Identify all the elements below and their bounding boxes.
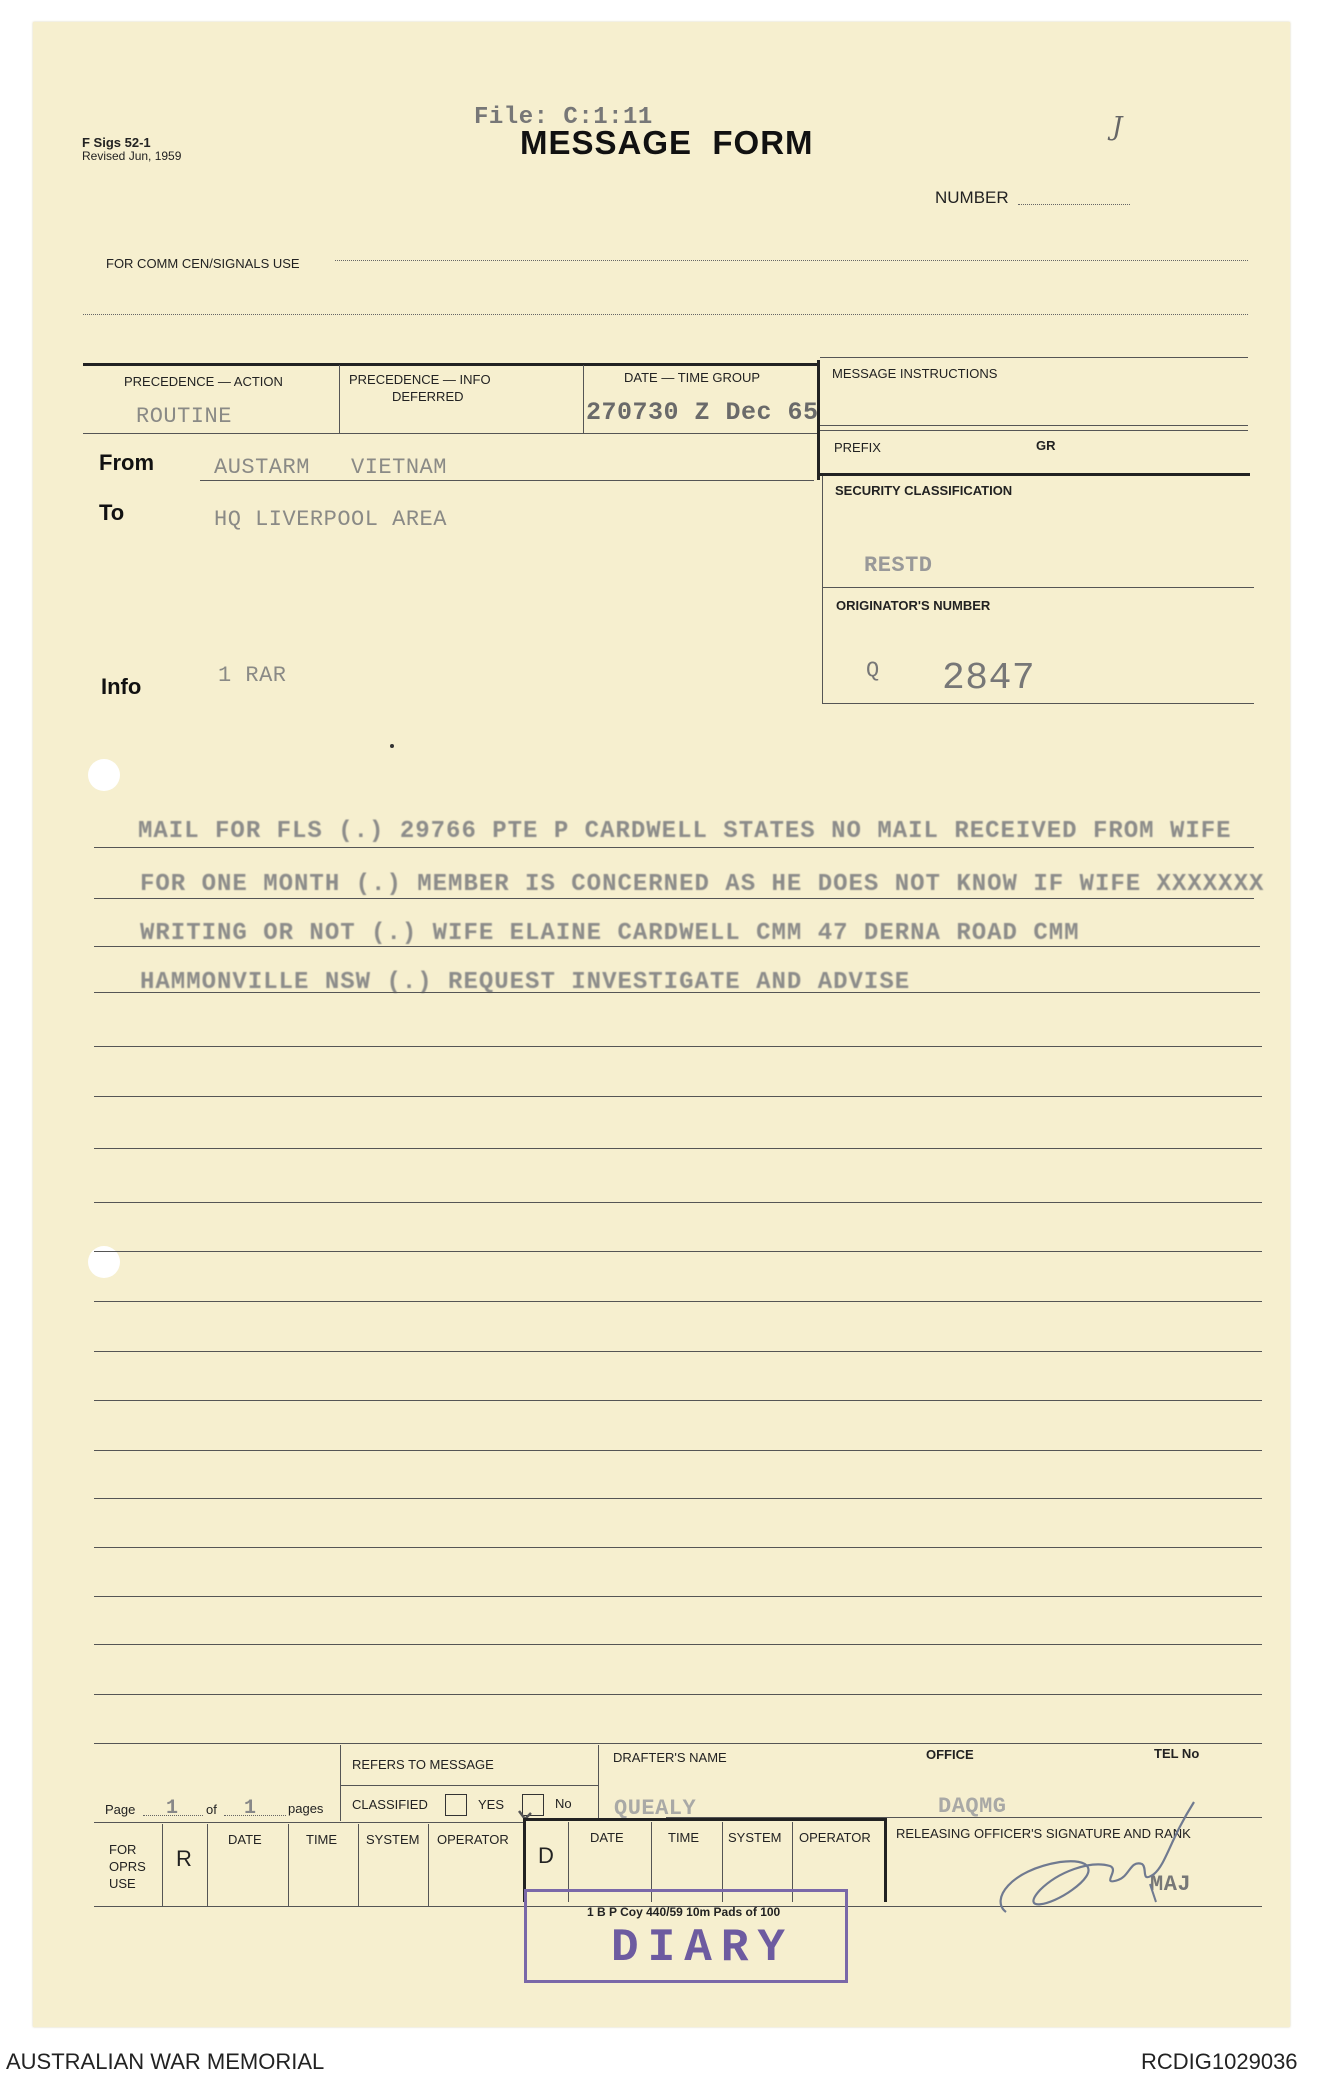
security-label: SECURITY CLASSIFICATION xyxy=(835,483,1013,498)
precedence-action-label: PRECEDENCE — ACTION xyxy=(124,374,283,389)
precedence-action-value: ROUTINE xyxy=(136,404,232,429)
ruled-line xyxy=(94,946,1260,947)
operator-label-r: OPERATOR xyxy=(437,1832,509,1847)
ruled-line xyxy=(94,1644,1262,1645)
to-value: HQ LIVERPOOL AREA xyxy=(214,507,447,532)
refers-left-border xyxy=(340,1745,341,1821)
ruled-line xyxy=(94,1251,1262,1252)
tel-label: TEL No xyxy=(1154,1746,1200,1761)
page-label: Page xyxy=(105,1802,136,1817)
ruled-line xyxy=(94,1498,1262,1499)
file-reference: File: C:1:11 xyxy=(474,104,653,131)
revised-date: Revised Jun, 1959 xyxy=(82,149,182,163)
form-title: MESSAGE FORM xyxy=(520,124,814,161)
from-value: AUSTARM VIETNAM xyxy=(214,455,447,480)
oprs-top-line xyxy=(94,1822,524,1823)
ruled-line xyxy=(94,992,1260,993)
message-form-sheet xyxy=(33,22,1290,2027)
yes-label: YES xyxy=(478,1797,505,1812)
comm-cen-label: FOR COMM CEN/SIGNALS USE xyxy=(106,256,300,271)
system-label-d: SYSTEM xyxy=(728,1830,782,1845)
comm-cen-line-2 xyxy=(83,314,1248,315)
ink-dot xyxy=(390,744,394,748)
refers-right-border xyxy=(598,1745,599,1821)
ruled-line xyxy=(94,1547,1262,1548)
to-label: To xyxy=(99,500,125,525)
instructions-mid-line xyxy=(820,425,1248,426)
precedence-info-sub: DEFERRED xyxy=(392,389,464,404)
d-label: D xyxy=(538,1843,554,1868)
message-line-3: WRITING OR NOT (.) WIFE ELAINE CARDWELL CMM 47 DERNA ROAD CMM xyxy=(140,920,1080,947)
precedence-bottom-border xyxy=(83,433,818,434)
precedence-top-border xyxy=(83,363,818,366)
originator-bottom-line xyxy=(822,703,1254,704)
diary-stamp xyxy=(524,1889,848,1983)
oprs-d-top-line xyxy=(524,1818,886,1821)
classified-no-checkbox[interactable] xyxy=(522,1794,544,1816)
oprs-label: FOR OPRS USE xyxy=(109,1842,146,1891)
security-bottom-line xyxy=(822,587,1254,588)
from-label: From xyxy=(99,450,154,475)
instructions-mid-line-2 xyxy=(820,430,1248,431)
classified-yes-checkbox[interactable] xyxy=(445,1794,467,1816)
ruled-line xyxy=(94,1301,1262,1302)
ruled-line xyxy=(94,1743,1262,1744)
precedence-divider-1 xyxy=(339,365,340,433)
classified-label: CLASSIFIED xyxy=(352,1797,428,1812)
number-label: NUMBER xyxy=(935,188,1009,207)
archive-credit: AUSTRALIAN WAR MEMORIAL xyxy=(6,2049,325,2074)
info-value: 1 RAR xyxy=(218,663,287,688)
punch-hole-top xyxy=(88,759,120,791)
originator-prefix: Q xyxy=(866,658,880,683)
precedence-info-label: PRECEDENCE — INFO xyxy=(349,372,491,387)
precedence-divider-2 xyxy=(583,365,584,433)
system-label-r: SYSTEM xyxy=(366,1832,420,1847)
diary-stamp-text: DIARY xyxy=(611,1922,795,1974)
info-label: Info xyxy=(101,674,142,699)
print-info: 1 B P Coy 440/59 10m Pads of 100 xyxy=(587,1905,781,1919)
prefix-label: PREFIX xyxy=(834,440,881,455)
rank-value: MAJ xyxy=(1150,1872,1192,1897)
message-line-2: FOR ONE MONTH (.) MEMBER IS CONCERNED AS HE DOES NOT KNOW IF WIFE XXXXXXX xyxy=(140,871,1265,898)
archive-id: RCDIG1029036 xyxy=(1141,2049,1298,2074)
security-left-border xyxy=(822,476,823,704)
oprs-col-divider xyxy=(428,1824,429,1906)
security-value: RESTD xyxy=(864,553,933,578)
form-code: F Sigs 52-1 xyxy=(82,135,151,150)
number-dots xyxy=(1018,204,1130,205)
oprs-col-divider xyxy=(288,1824,289,1906)
comm-cen-line-1 xyxy=(335,260,1248,261)
ruled-line xyxy=(94,1351,1262,1352)
oprs-col-divider xyxy=(358,1824,359,1906)
ruled-line xyxy=(94,1148,1262,1149)
no-label: No xyxy=(555,1796,572,1811)
oprs-col-divider xyxy=(162,1824,163,1906)
oprs-right-border xyxy=(884,1818,887,1902)
officer-signature xyxy=(980,1790,1240,1930)
dtg-value: 270730 Z Dec 65 xyxy=(586,398,819,427)
office-label: OFFICE xyxy=(926,1747,974,1762)
refers-divider xyxy=(340,1785,598,1786)
pages-label: pages xyxy=(288,1801,324,1816)
instructions-bottom-border xyxy=(818,473,1250,476)
corner-mark: J xyxy=(1112,112,1123,142)
drafter-value: QUEALY xyxy=(614,1796,697,1821)
ruled-line xyxy=(94,1202,1262,1203)
ruled-line xyxy=(94,1694,1262,1695)
message-line-4: HAMMONVILLE NSW (.) REQUEST INVESTIGATE AND ADVISE xyxy=(140,969,911,996)
oprs-col-divider xyxy=(207,1824,208,1906)
ruled-line xyxy=(94,1046,1262,1047)
gr-label: GR xyxy=(1036,438,1056,453)
ruled-line xyxy=(94,1096,1262,1097)
operator-label-d: OPERATOR xyxy=(799,1830,871,1845)
instructions-top-border xyxy=(820,357,1248,358)
office-value: DAQMG xyxy=(938,1794,1007,1819)
message-line-1: MAIL FOR FLS (.) 29766 PTE P CARDWELL STATES NO MAIL RECEIVED FROM WIFE xyxy=(138,818,1232,845)
time-label-r: TIME xyxy=(306,1832,338,1847)
originator-label: ORIGINATOR'S NUMBER xyxy=(836,598,991,613)
drafter-label: DRAFTER'S NAME xyxy=(613,1750,727,1765)
dtg-label: DATE — TIME GROUP xyxy=(624,370,761,385)
of-label: of xyxy=(206,1802,217,1817)
refers-label: REFERS TO MESSAGE xyxy=(352,1757,494,1772)
from-underline xyxy=(200,480,814,481)
date-label-d: DATE xyxy=(590,1830,624,1845)
ruled-line xyxy=(94,1596,1262,1597)
ruled-line xyxy=(94,1450,1262,1451)
total-pages: 1 xyxy=(244,1797,257,1820)
date-label-r: DATE xyxy=(228,1832,262,1847)
ruled-line xyxy=(94,1400,1262,1401)
instructions-label: MESSAGE INSTRUCTIONS xyxy=(832,366,998,381)
releasing-label: RELEASING OFFICER'S SIGNATURE AND RANK xyxy=(896,1826,1191,1841)
time-label-d: TIME xyxy=(668,1830,700,1845)
page-number: 1 xyxy=(166,1797,179,1820)
ruled-line xyxy=(94,898,1254,899)
r-label: R xyxy=(176,1846,192,1871)
ruled-line xyxy=(94,847,1254,848)
originator-number: 2847 xyxy=(942,657,1036,700)
